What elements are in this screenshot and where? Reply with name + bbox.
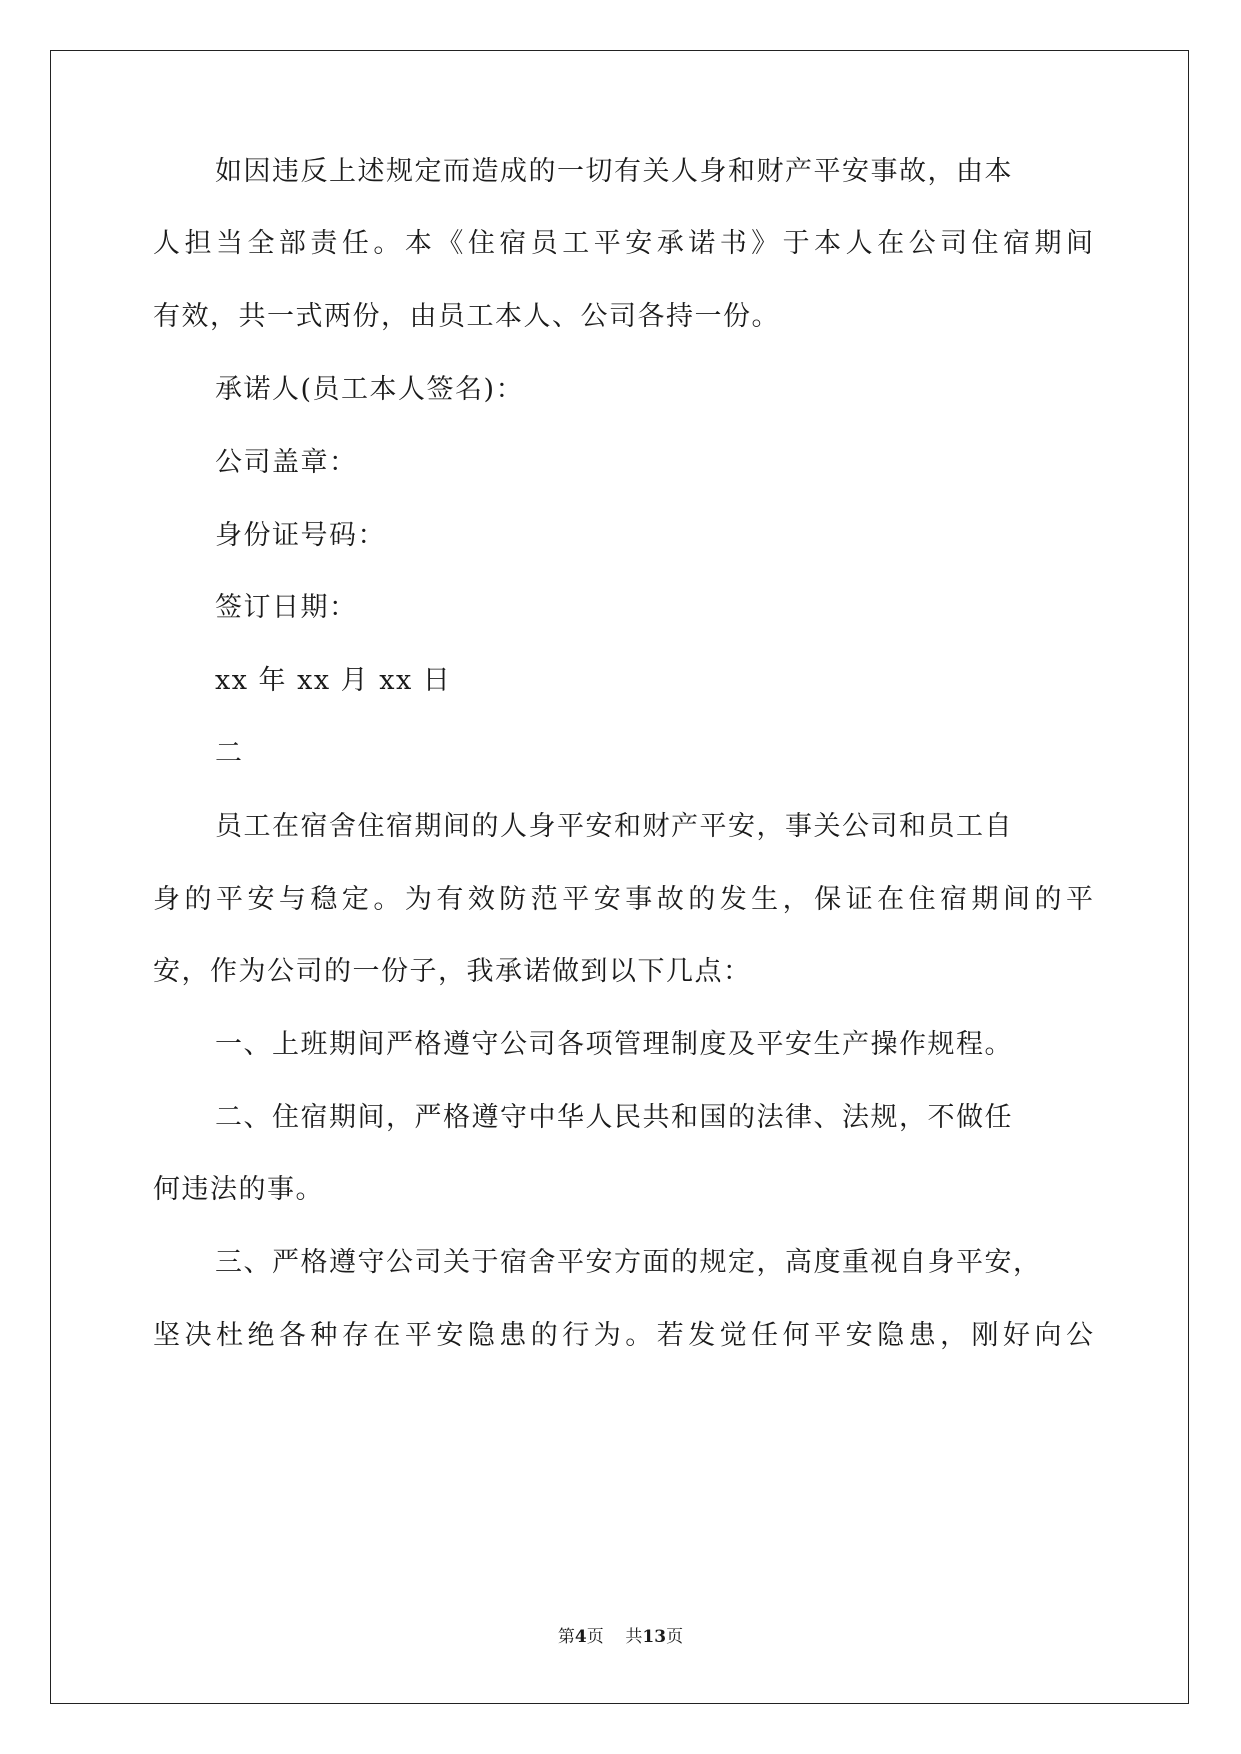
total-pages: 13 xyxy=(642,1627,667,1647)
paragraph-line: 员工在宿舍住宿期间的人身平安和财产平安，事关公司和员工自 xyxy=(215,811,1013,842)
signatory-label: 承诺人(员工本人签名)： xyxy=(215,374,525,405)
page-number: 4 xyxy=(574,1627,587,1647)
signing-date-label: 签订日期： xyxy=(215,592,358,623)
page-suffix: 页 xyxy=(586,1627,604,1647)
paragraph-line: 如因违反上述规定而造成的一切有关人身和财产平安事故，由本 xyxy=(215,156,1013,187)
paragraph-line: 身的平安与稳定。为有效防范平安事故的发生，保证在住宿期间的平 xyxy=(153,884,1093,915)
paragraph-line: 人担当全部责任。本《住宿员工平安承诺书》于本人在公司住宿期间 xyxy=(153,228,1093,259)
list-item-line: 三、严格遵守公司关于宿舍平安方面的规定，高度重视自身平安， xyxy=(215,1247,1042,1278)
page-footer xyxy=(0,1626,1241,1648)
total-suffix: 页 xyxy=(666,1627,684,1647)
list-item-line: 二、住宿期间，严格遵守中华人民共和国的法律、法规，不做任 xyxy=(215,1102,1013,1133)
page-border xyxy=(50,50,1189,1704)
total-prefix: 共 xyxy=(625,1627,643,1647)
page-prefix: 第 xyxy=(557,1627,575,1647)
section-number: 二 xyxy=(215,738,244,769)
paragraph-line: 安，作为公司的一份子，我承诺做到以下几点： xyxy=(153,956,752,987)
company-seal-label: 公司盖章： xyxy=(215,447,358,478)
paragraph-line: 有效，共一式两份，由员工本人、公司各持一份。 xyxy=(153,301,780,332)
list-item-line: 坚决杜绝各种存在平安隐患的行为。若发觉任何平安隐患，刚好向公 xyxy=(153,1320,1093,1351)
id-number-label: 身份证号码： xyxy=(215,520,386,551)
list-item-line: 一、上班期间严格遵守公司各项管理制度及平安生产操作规程。 xyxy=(215,1029,1013,1060)
list-item-line: 何违法的事。 xyxy=(153,1174,324,1205)
date-placeholder: xx 年 xx 月 xx 日 xyxy=(215,665,452,696)
